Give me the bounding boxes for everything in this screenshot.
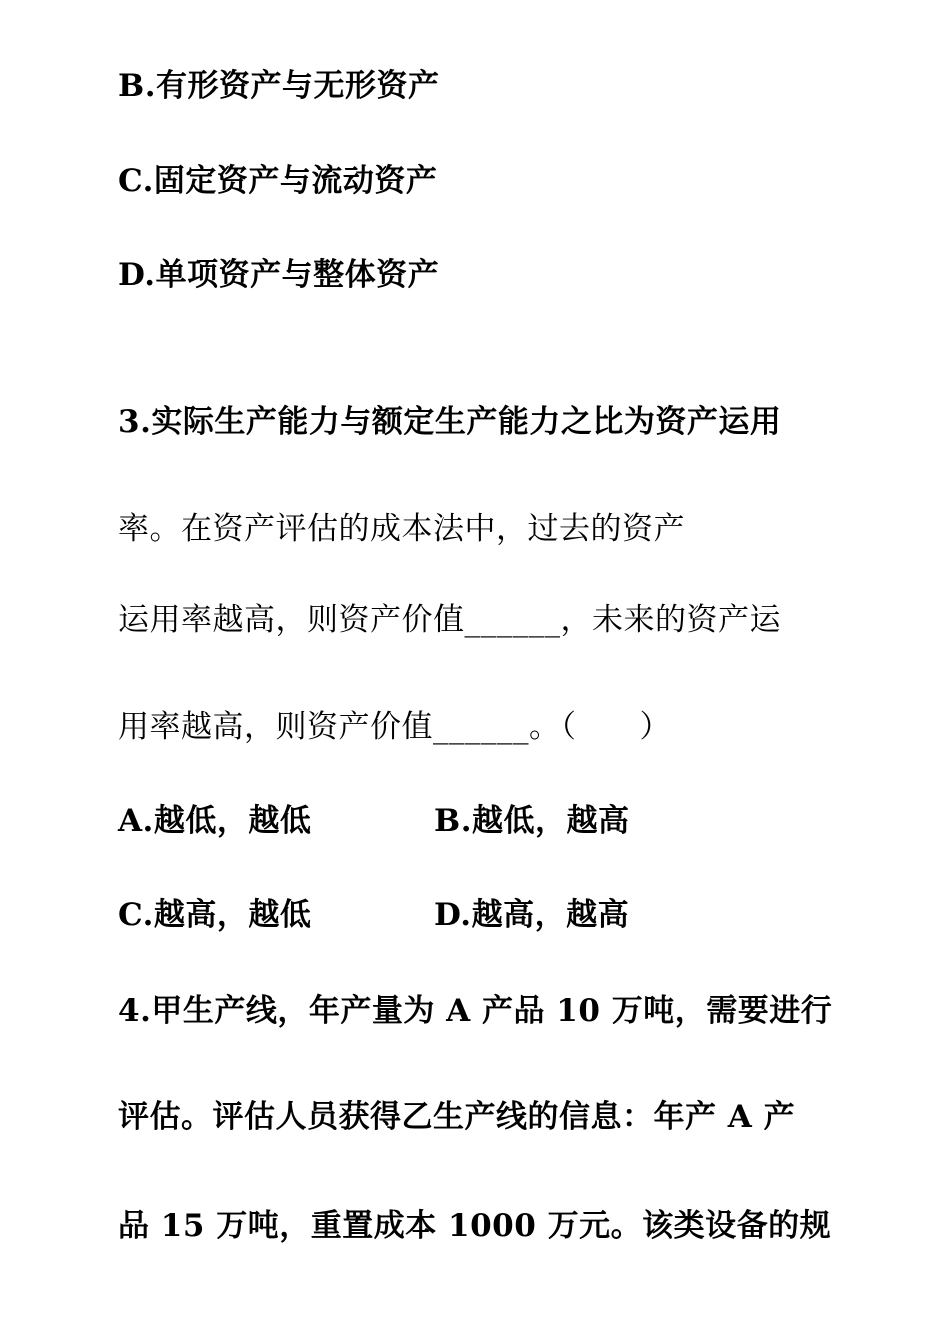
q3-option-c: C.越高，越低 xyxy=(118,897,312,933)
q3-option-a: A.越低，越低 xyxy=(118,803,312,839)
q2-option-b: B.有形资产与无形资产 xyxy=(118,68,440,104)
q4-text-line-2: 评估。评估人员获得乙生产线的信息：年产 A 产 xyxy=(118,1099,796,1135)
q3-option-b: B.越低，越高 xyxy=(434,803,630,839)
q3-text-line-2: 率。在资产评估的成本法中，过去的资产 xyxy=(118,511,685,547)
q3-text-line-3: 运用率越高，则资产价值______，未来的资产运 xyxy=(118,602,781,638)
q3-text-line-4: 用率越高，则资产价值______。（ ） xyxy=(118,709,671,745)
q3-option-d: D.越高，越高 xyxy=(434,897,630,933)
q2-option-c: C.固定资产与流动资产 xyxy=(118,163,438,199)
q4-text-line-1: 4.甲生产线，年产量为 A 产品 10 万吨，需要进行 xyxy=(118,993,833,1029)
q2-option-d: D.单项资产与整体资产 xyxy=(118,257,440,293)
q3-text-line-1: 3.实际生产能力与额定生产能力之比为资产运用 xyxy=(118,404,782,440)
q4-text-line-3: 品 15 万吨，重置成本 1000 万元。该类设备的规 xyxy=(118,1208,832,1244)
